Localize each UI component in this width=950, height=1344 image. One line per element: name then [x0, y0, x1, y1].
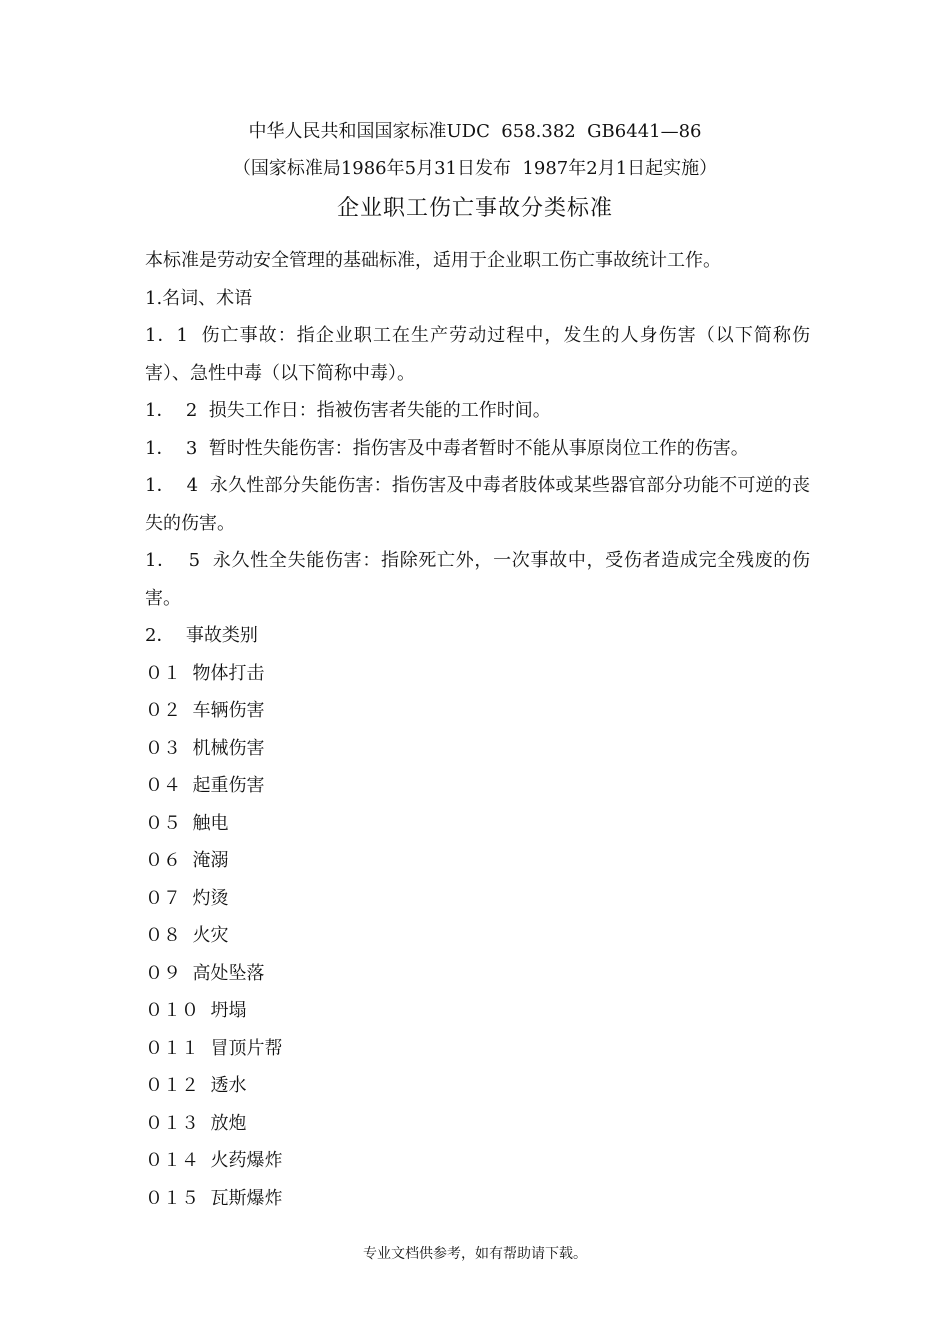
- category-item: ０１３ 放炮: [145, 1112, 247, 1134]
- category-item: ０９ 高处坠落: [145, 962, 265, 984]
- issue-date-line: （国家标准局1986年5月31日发布 1987年2月1日起实施）: [232, 158, 718, 179]
- paragraph-1-5: 1． 5 永久性全失能伤害：指除死亡外，一次事故中，受伤者造成完全残废的伤害。: [145, 550, 810, 609]
- category-item: ０８ 火灾: [145, 925, 229, 946]
- paragraph-1-2: 1． 2 损失工作日：指被伤害者失能的工作时间。: [145, 400, 551, 421]
- category-item: ０７ 灼烫: [145, 887, 229, 909]
- category-item: ０１４ 火药爆炸: [145, 1150, 283, 1171]
- category-item: ０３ 机械伤害: [145, 737, 265, 759]
- category-item: ０４ 起重伤害: [145, 775, 265, 796]
- standard-number-line: 中华人民共和国国家标准UDC 658.382 GB6441—86: [248, 121, 702, 142]
- document-body: [145, 242, 810, 1217]
- category-item: ０１１ 冒顶片帮: [145, 1037, 283, 1059]
- document-title: 企业职工伤亡事故分类标准: [336, 196, 613, 221]
- category-item: ０５ 触电: [145, 812, 229, 834]
- paragraph-1-4: 1． 4 永久性部分失能伤害：指伤害及中毒者肢体或某些器官部分功能不可逆的丧失的伤害。: [145, 475, 810, 534]
- paragraph-1-3: 1． 3 暂时性失能伤害：指伤害及中毒者暂时不能从事原岗位工作的伤害。: [145, 437, 749, 459]
- section-heading-terms: 1.名词、术语: [145, 287, 253, 309]
- category-item: ０１０ 坍塌: [145, 1000, 247, 1021]
- category-item: ０１ 物体打击: [145, 662, 265, 684]
- paragraph-1-1: 1．1 伤亡事故：指企业职工在生产劳动过程中，发生的人身伤害（以下简称伤害）、急性中毒（以下简称中毒）。: [145, 325, 810, 384]
- category-item: ０２ 车辆伤害: [145, 700, 265, 721]
- category-item: ０６ 淹溺: [145, 850, 229, 871]
- category-item: ０１５ 瓦斯爆炸: [145, 1187, 283, 1209]
- paragraph-intro: 本标准是劳动安全管理的基础标准，适用于企业职工伤亡事故统计工作。: [145, 250, 721, 271]
- section-heading-categories: 2． 事故类别: [145, 625, 258, 646]
- page-footer-note: 专业文档供参考，如有帮助请下载。: [363, 1246, 587, 1262]
- category-item: ０１２ 透水: [145, 1075, 247, 1096]
